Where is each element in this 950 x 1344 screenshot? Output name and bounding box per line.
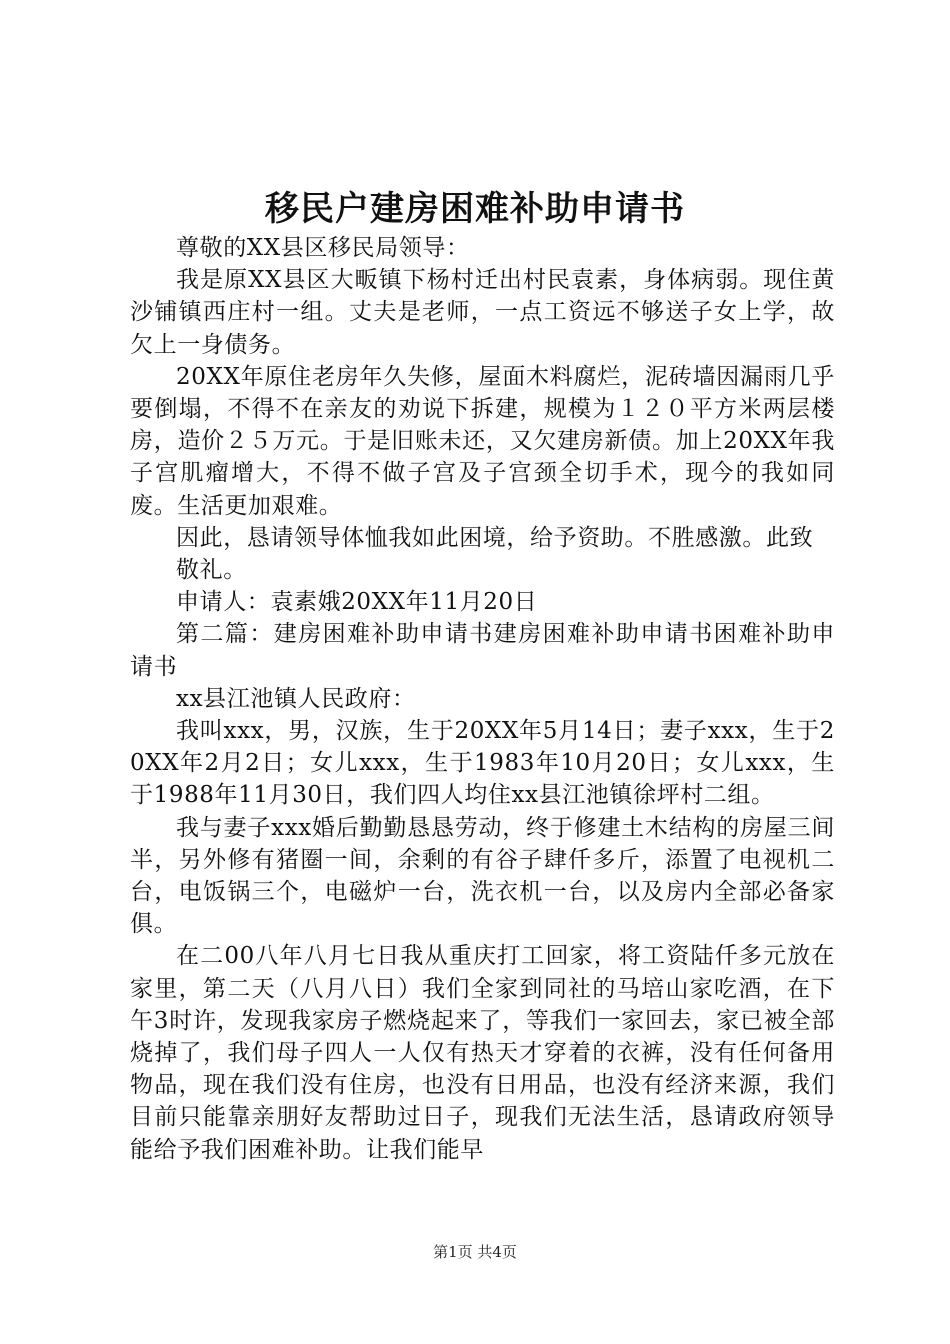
paragraph: 我与妻子xxx婚后勤勤恳恳劳动，终于修建土木结构的房屋三间半，另外修有猪圈一间，余剩的有谷子肆仟多斤，添置了电视机二台，电饭锅三个，电磁炉一台，洗衣机一台，以及房内全部必备家俱。 [130, 814, 835, 938]
page-footer: 第1页 共4页 [433, 1243, 517, 1261]
paragraph: 20XX年原住老房年久失修，屋面木料腐烂，泥砖墙因漏雨几乎要倒塌，不得不在亲友的劝说下拆建，规模为１２０平方米两层楼房，造价２５万元。于是旧账未还，又欠建房新债。加上20XX年我子宫肌瘤增大，不得不做子宫及子宫颈全切手术，现今的我如同废。生活更加艰难。 [130, 363, 835, 519]
paragraph: 我是原XX县区大畈镇下杨村迁出村民袁素，身体病弱。现住黄沙铺镇西庄村一组。丈夫是老师，一点工资远不够送子女上学，故欠上一身债务。 [130, 267, 835, 358]
salutation: 尊敬的XX县区移民局领导： [176, 235, 470, 261]
closing: 敬礼。 [176, 557, 247, 584]
paragraph: 在二00八年八月七日我从重庆打工回家，将工资陆仟多元放在家里，第二天（八月八日）我们全家到同社的马培山家吃酒，在下午3时许，发现我家房子燃烧起来了，等我们一家回去，家已被全部烧掉了，我们母子四人一人仅有热天才穿着的衣裤，没有任何备用物品，现在我们没有住房，也没有日用品，也没有经济来源，我们目前只能靠亲朋好友帮助过日子，现我们无法生活，恳请政府领导能给予我们困难补助。让我们能早 [130, 943, 835, 1163]
document-body [130, 232, 835, 1166]
section-heading: 第二篇：建房困难补助申请书建房困难补助申请书困难补助申请书 [130, 621, 835, 680]
paragraph: 因此，恳请领导体恤我如此困境，给予资助。不胜感激。此致 [176, 524, 814, 551]
signature-line: 申请人：袁素娥20XX年11月20日 [176, 589, 538, 616]
document-title: 移民户建房困难补助申请书 [265, 189, 685, 229]
paragraph: 我叫xxx，男，汉族，生于20XX年5月14日；妻子xxx，生于20XX年2月2日；女儿xxx，生于1983年10月20日；女儿xxx，生于1988年11月30日，我们四人均住xx县江池镇徐坪村二组。 [130, 718, 835, 809]
salutation: xx县江池镇人民政府： [176, 685, 416, 712]
